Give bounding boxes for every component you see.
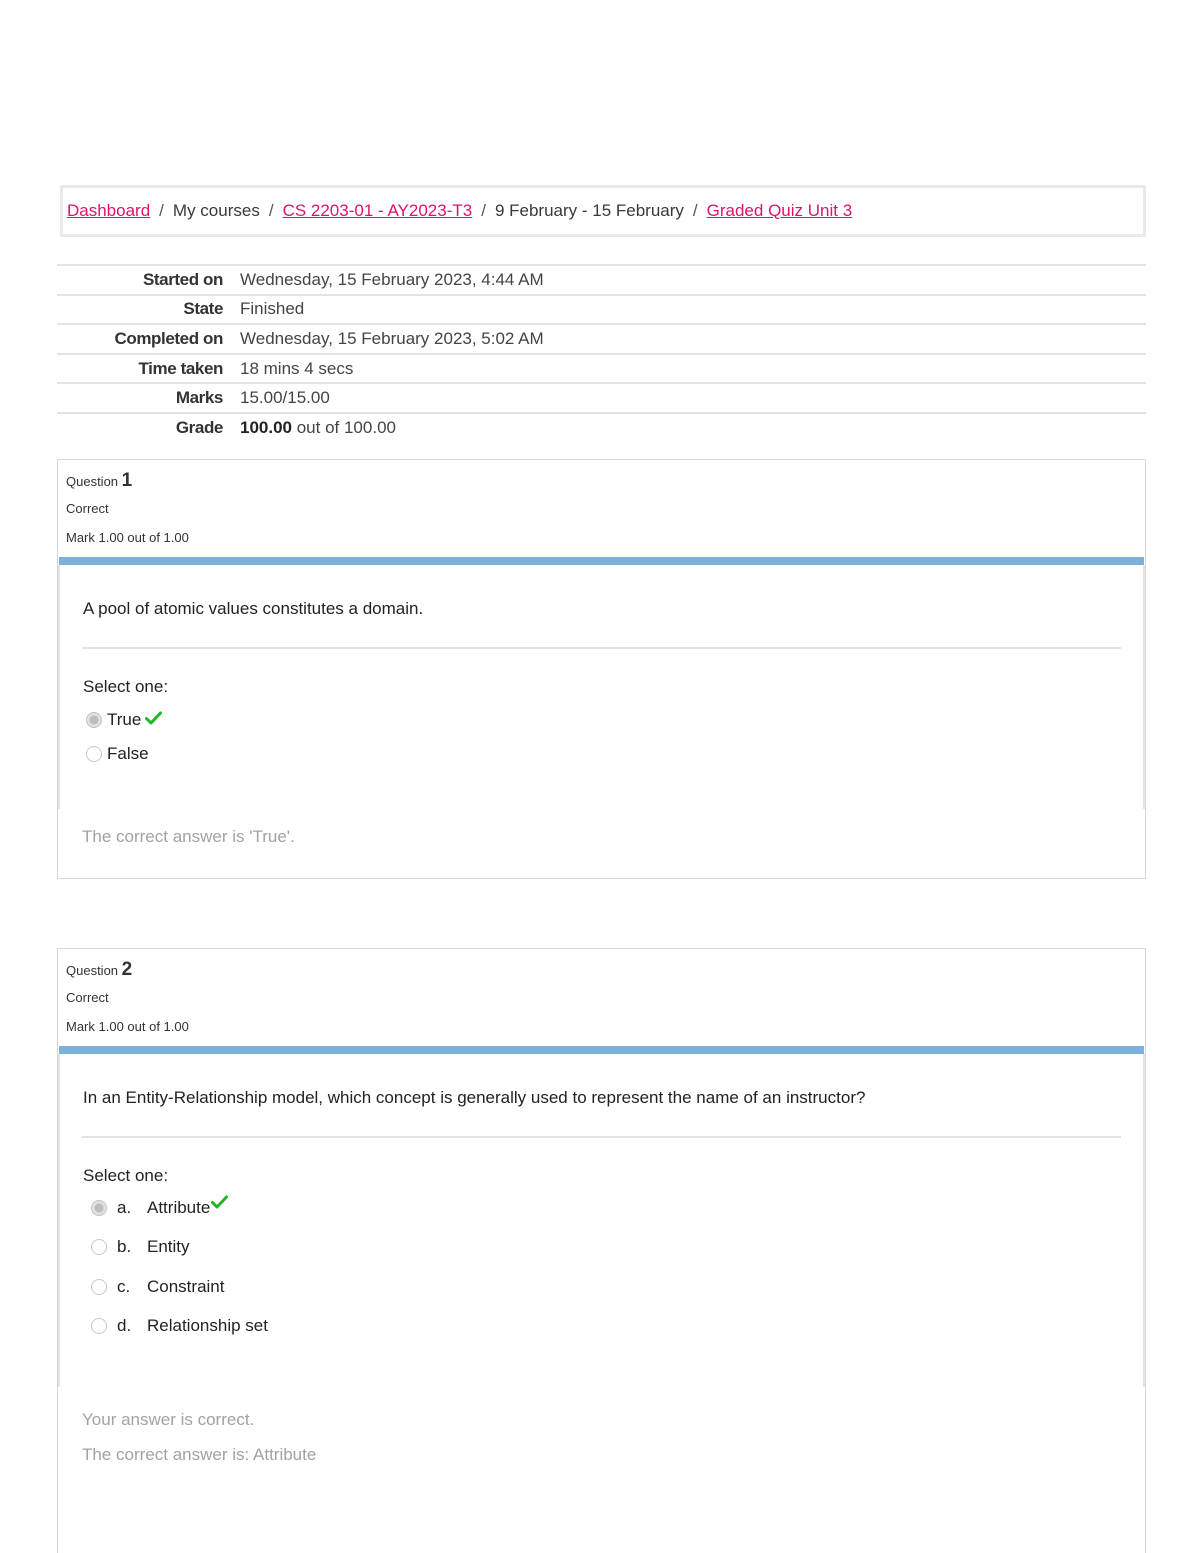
question-number [66, 470, 1145, 492]
select-one-prompt: Select one: [83, 1166, 169, 1185]
radio-icon[interactable] [86, 746, 102, 762]
summary-label: Marks [175, 388, 223, 408]
summary-label: Time taken [138, 358, 223, 378]
question-info [58, 460, 1145, 557]
check-icon [211, 1194, 228, 1214]
answer-label: Constraint [147, 1276, 225, 1296]
question-content [58, 565, 1145, 809]
breadcrumb-quiz-link[interactable]: Graded Quiz Unit 3 [706, 201, 853, 220]
right-answer-feedback: The correct answer is 'True'. [82, 827, 295, 846]
grade-out-of: out of 100.00 [292, 418, 396, 438]
summary-row-completed-on [57, 324, 1146, 354]
question-grade: Mark 1.00 out of 1.00 [66, 1019, 189, 1034]
radio-icon[interactable] [91, 1318, 107, 1334]
question-prefix: Question [66, 474, 119, 489]
answer-option[interactable] [91, 1228, 1143, 1268]
summary-value: 15.00/15.00 [240, 388, 330, 408]
specific-feedback: Your answer is correct. [82, 1410, 255, 1429]
question-state: Correct [66, 501, 109, 516]
answer-options [60, 1188, 1143, 1346]
radio-icon[interactable] [91, 1200, 107, 1216]
summary-value [240, 413, 1146, 443]
question-number [66, 959, 1145, 981]
question-card [57, 459, 1146, 879]
summary-value: Finished [240, 299, 305, 319]
attempt-summary-table [57, 264, 1146, 443]
question-grade: Mark 1.00 out of 1.00 [66, 530, 189, 545]
summary-label: State [183, 299, 223, 319]
answer-letter: b. [117, 1237, 132, 1257]
question-text: A pool of atomic values constitutes a domain. [83, 599, 424, 618]
answer-option[interactable] [86, 744, 1143, 764]
question-prefix: Question [66, 963, 119, 978]
summary-value: 18 mins 4 secs [240, 358, 354, 378]
breadcrumb-separator: / [159, 201, 164, 220]
answer-letter: a. [117, 1197, 132, 1217]
question-number-value: 2 [121, 959, 133, 980]
breadcrumb-course-link[interactable]: CS 2203-01 - AY2023-T3 [282, 201, 473, 220]
summary-row-marks [57, 383, 1146, 413]
breadcrumb [60, 185, 1146, 237]
right-answer-feedback: The correct answer is: Attribute [82, 1445, 317, 1464]
select-one-prompt: Select one: [83, 677, 169, 696]
question-accent-bar [59, 1046, 1144, 1054]
answer-option[interactable] [91, 1188, 1143, 1228]
answer-option[interactable] [86, 710, 1143, 730]
answer-label: True [107, 710, 142, 729]
breadcrumb-separator: / [692, 201, 698, 220]
check-icon [145, 710, 162, 730]
radio-icon[interactable] [86, 712, 102, 728]
question-state: Correct [66, 990, 109, 1005]
answer-label: Attribute [147, 1197, 211, 1217]
radio-icon[interactable] [91, 1239, 107, 1255]
breadcrumb-dashboard-link[interactable]: Dashboard [67, 201, 151, 220]
summary-row-state [57, 295, 1146, 325]
question-accent-bar [59, 557, 1144, 565]
summary-label: Grade [175, 418, 223, 438]
answer-label: Entity [147, 1237, 190, 1257]
question-card [57, 948, 1146, 1553]
breadcrumb-week: 9 February - 15 February [494, 201, 684, 220]
summary-row-grade [57, 413, 1146, 443]
question-text: In an Entity-Relationship model, which concept is generally used to represent the name of an instructor? [83, 1088, 866, 1107]
summary-row-started-on [57, 265, 1146, 295]
grade-value: 100.00 [240, 418, 292, 438]
summary-label: Completed on [114, 328, 223, 348]
answer-option[interactable] [91, 1307, 1143, 1347]
radio-icon[interactable] [91, 1279, 107, 1295]
summary-row-time-taken [57, 354, 1146, 384]
answer-letter: d. [117, 1316, 132, 1336]
question-number-value: 1 [121, 470, 133, 491]
breadcrumb-separator: / [268, 201, 274, 220]
summary-value: Wednesday, 15 February 2023, 5:02 AM [240, 328, 544, 348]
answer-label: Relationship set [147, 1316, 268, 1336]
summary-value: Wednesday, 15 February 2023, 4:44 AM [240, 269, 544, 289]
question-content [58, 1054, 1145, 1387]
feedback-area [58, 1387, 1145, 1472]
breadcrumb-separator: / [481, 201, 486, 220]
summary-label: Started on [142, 269, 223, 289]
question-info [58, 949, 1145, 1046]
answer-label: False [107, 744, 149, 763]
answer-letter: c. [117, 1276, 131, 1296]
answer-option[interactable] [91, 1267, 1143, 1307]
breadcrumb-my-courses: My courses [172, 201, 260, 220]
